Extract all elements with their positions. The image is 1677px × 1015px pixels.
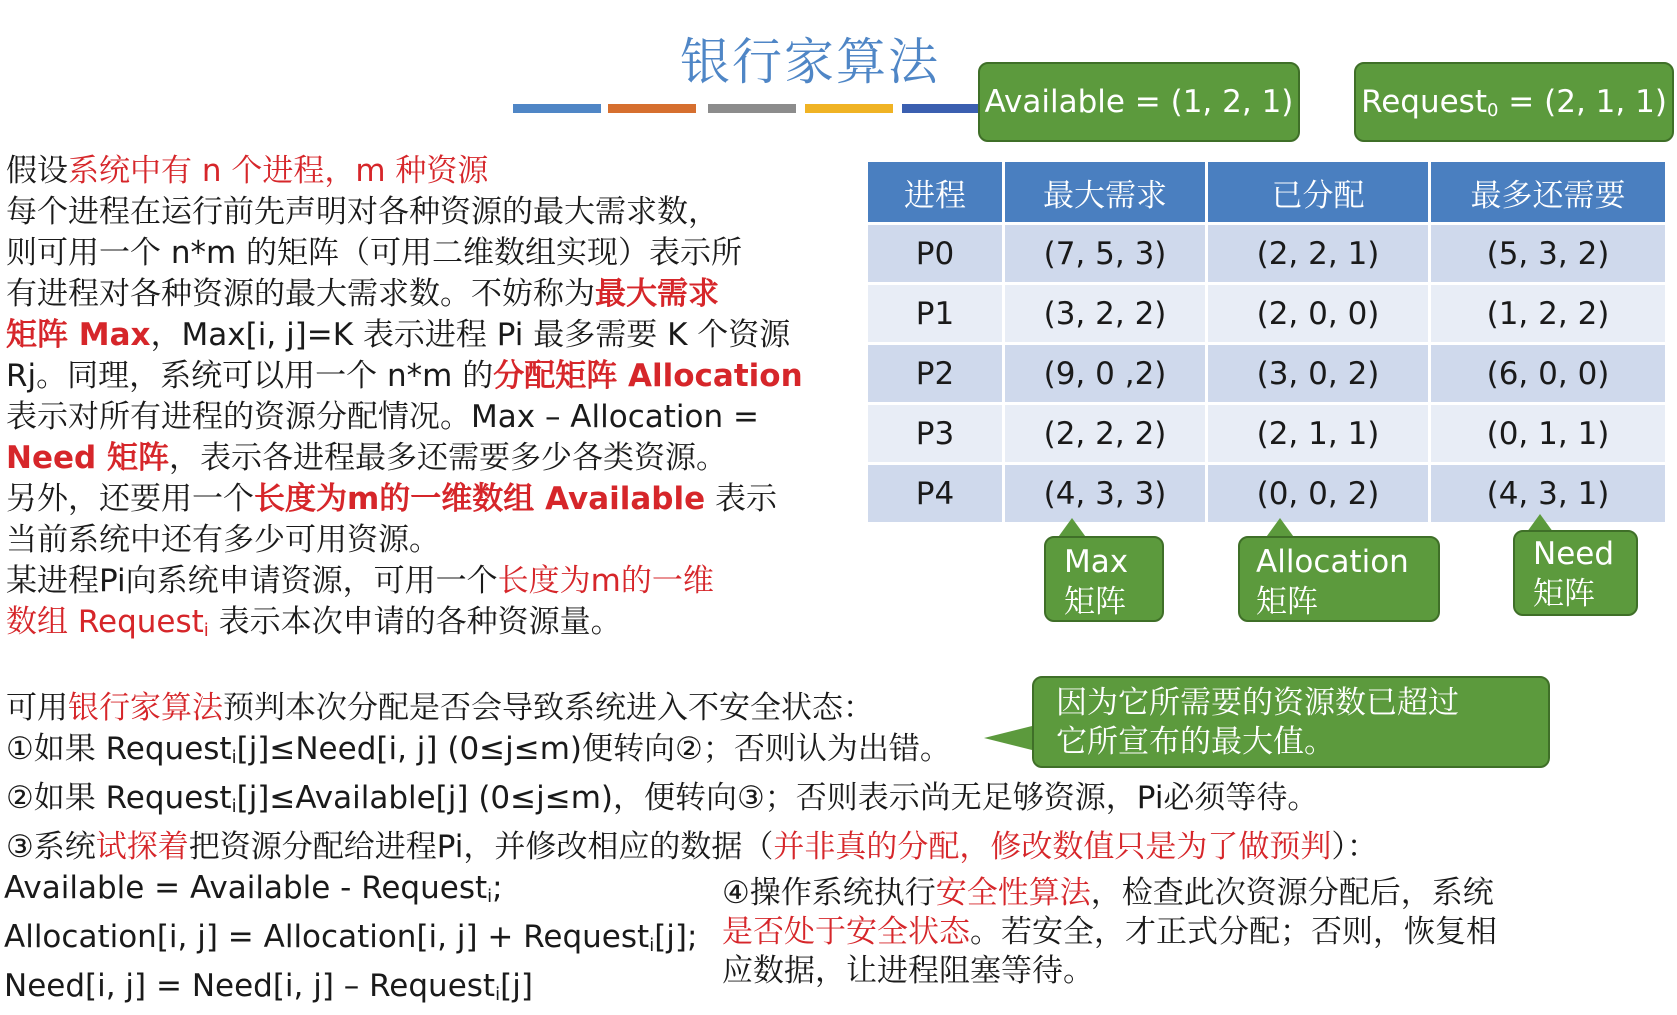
available-box	[978, 62, 1300, 142]
cell-allocation: (2, 0, 0)	[1207, 284, 1430, 344]
text-segment: 系统中有 n 个进程，m 种资源	[68, 153, 489, 189]
text-segment: 把资源分配给进程Pi，并修改相应的数据（	[188, 829, 774, 865]
text-segment: 安全性算法	[935, 875, 1091, 911]
cell-process: P4	[868, 464, 1004, 524]
available-text: Available = (1, 2, 1)	[984, 84, 1294, 120]
intro-line	[6, 233, 803, 274]
subscript: i	[231, 796, 237, 817]
text-segment: 可用	[6, 690, 68, 726]
text-segment: [j]≤Available[j] (0≤j≤m)，便转向③；否则表示尚无足够资源，Pi必须等待。	[236, 780, 1319, 816]
cell-max: (9, 0 ,2)	[1004, 344, 1207, 404]
header-need: 最多还需要	[1430, 162, 1667, 224]
step4-line	[722, 874, 1497, 913]
text-segment: 表示	[705, 481, 777, 517]
header-allocation: 已分配	[1207, 162, 1430, 224]
text-segment: 预判本次分配是否会导致系统进入不安全状态：	[223, 690, 874, 726]
text-segment: ，检查此次资源分配后，系统	[1090, 875, 1494, 911]
text-segment: 分配矩阵 Allocation	[493, 358, 803, 394]
text-segment: ，Max[i, j]=K 表示进程 Pi 最多需要 K 个资源	[150, 317, 791, 353]
subscript: i	[203, 620, 209, 641]
text-segment: 最大需求	[595, 276, 719, 312]
intro-line	[6, 274, 803, 315]
text-segment: [j];	[654, 919, 698, 955]
text-segment: 某进程Pi向系统申请资源，可用一个	[6, 563, 498, 599]
cell-allocation: (3, 0, 2)	[1207, 344, 1430, 404]
table-row	[868, 404, 1667, 464]
header-max: 最大需求	[1004, 162, 1207, 224]
table-row	[868, 284, 1667, 344]
cell-max: (7, 5, 3)	[1004, 224, 1207, 284]
intro-line	[6, 520, 803, 561]
cell-allocation: (2, 2, 1)	[1207, 224, 1430, 284]
intro-line	[6, 356, 803, 397]
table-row	[868, 344, 1667, 404]
text-segment: 假设	[6, 153, 68, 189]
step-line	[6, 778, 1378, 827]
text-segment: 是否处于安全状态	[722, 914, 970, 950]
text-segment: ）：	[1331, 829, 1378, 865]
step4-line	[722, 952, 1497, 991]
text-segment: ④操作系统执行	[722, 875, 936, 911]
request-text: Request$_0$ = (2, 1, 1)	[1361, 83, 1667, 121]
cell-allocation: (2, 1, 1)	[1207, 404, 1430, 464]
text-segment: Need[i, j] = Need[i, j] – Request	[4, 968, 496, 1004]
cell-need: (5, 3, 2)	[1430, 224, 1667, 284]
text-segment: 数组 Request	[6, 604, 204, 640]
cell-need: (1, 2, 2)	[1430, 284, 1667, 344]
subscript: i	[495, 984, 501, 1005]
cell-process: P2	[868, 344, 1004, 404]
decor-bar	[513, 104, 601, 113]
text-segment: 矩阵 Max	[6, 317, 151, 353]
decor-bar	[708, 104, 796, 113]
text-segment: 则可用一个 n*m 的矩阵（可用二维数组实现）表示所	[6, 235, 743, 271]
cell-process: P1	[868, 284, 1004, 344]
text-segment: 长度为m的一维数组 Available	[254, 481, 706, 517]
error-callout: 因为它所需要的资源数已超过 它所宣布的最大值。	[1032, 676, 1550, 768]
text-segment: 。若安全，才正式分配；否则，恢复相	[970, 914, 1497, 950]
cell-max: (2, 2, 2)	[1004, 404, 1207, 464]
text-segment: ，表示各进程最多还需要多少各类资源。	[168, 440, 727, 476]
text-segment: ;	[492, 870, 503, 906]
text-segment: 有进程对各种资源的最大需求数。不妨称为	[6, 276, 595, 312]
intro-line	[6, 192, 803, 233]
text-segment: 并非真的分配，修改数值只是为了做预判	[773, 829, 1332, 865]
step4-line	[722, 913, 1497, 952]
text-segment: ①如果 Request	[6, 731, 232, 767]
text-segment: Need 矩阵	[6, 440, 169, 476]
cell-process: P0	[868, 224, 1004, 284]
text-segment: 当前系统中还有多少可用资源。	[6, 522, 440, 558]
intro-line	[6, 479, 803, 520]
text-segment: 表示对所有进程的资源分配情况。Max – Allocation =	[6, 399, 759, 435]
intro-line	[6, 602, 803, 651]
banker-table	[868, 162, 1668, 525]
text-segment: 试探着	[95, 829, 189, 865]
step4-paragraph	[722, 874, 1497, 991]
callout-tail	[984, 726, 1032, 750]
header-process: 进程	[868, 162, 1004, 224]
cell-max: (4, 3, 3)	[1004, 464, 1207, 524]
intro-line	[6, 397, 803, 438]
intro-line	[6, 438, 803, 479]
decor-bar	[805, 104, 893, 113]
cell-max: (3, 2, 2)	[1004, 284, 1207, 344]
text-segment: [j]	[500, 968, 533, 1004]
need-matrix-label: Need 矩阵	[1513, 530, 1638, 616]
text-segment: 另外，还要用一个	[6, 481, 254, 517]
intro-line	[6, 151, 803, 192]
formula-line	[4, 868, 697, 917]
formula-line	[4, 966, 697, 1015]
table-row	[868, 224, 1667, 284]
text-segment: Available = Available - Request	[4, 870, 488, 906]
text-segment: 长度为m的一维	[497, 563, 714, 599]
allocation-matrix-label: Allocation 矩阵	[1238, 536, 1440, 622]
intro-paragraph	[6, 151, 803, 651]
page-title: 银行家算法	[680, 33, 940, 91]
formula-line	[4, 917, 697, 966]
cell-allocation: (0, 0, 2)	[1207, 464, 1430, 524]
subscript: i	[487, 886, 493, 907]
text-segment: 每个进程在运行前先声明对各种资源的最大需求数，	[6, 194, 719, 230]
decor-bar	[608, 104, 696, 113]
text-segment: [j]≤Need[i, j] (0≤j≤m)便转向②；否则认为出错。	[236, 731, 951, 767]
intro-line	[6, 315, 803, 356]
text-segment: ②如果 Request	[6, 780, 232, 816]
table-header-row	[868, 162, 1667, 224]
subscript: i	[231, 747, 237, 768]
cell-need: (6, 0, 0)	[1430, 344, 1667, 404]
decor-bar	[902, 104, 982, 113]
formulas	[4, 868, 697, 1015]
request-box	[1354, 62, 1674, 142]
max-matrix-label: Max 矩阵	[1044, 536, 1164, 622]
text-segment: 银行家算法	[68, 690, 223, 726]
cell-process: P3	[868, 404, 1004, 464]
cell-need: (0, 1, 1)	[1430, 404, 1667, 464]
cell-need: (4, 3, 1)	[1430, 464, 1667, 524]
subscript: i	[649, 935, 655, 956]
text-segment: 应数据，让进程阻塞等待。	[722, 953, 1094, 989]
step-line	[6, 827, 1378, 868]
intro-line	[6, 561, 803, 602]
text-segment: ③系统	[6, 829, 96, 865]
text-segment: Rj。同理，系统可以用一个 n*m 的	[6, 358, 494, 394]
text-segment: 表示本次申请的各种资源量。	[208, 604, 622, 640]
text-segment: Allocation[i, j] = Allocation[i, j] + Request	[4, 919, 650, 955]
